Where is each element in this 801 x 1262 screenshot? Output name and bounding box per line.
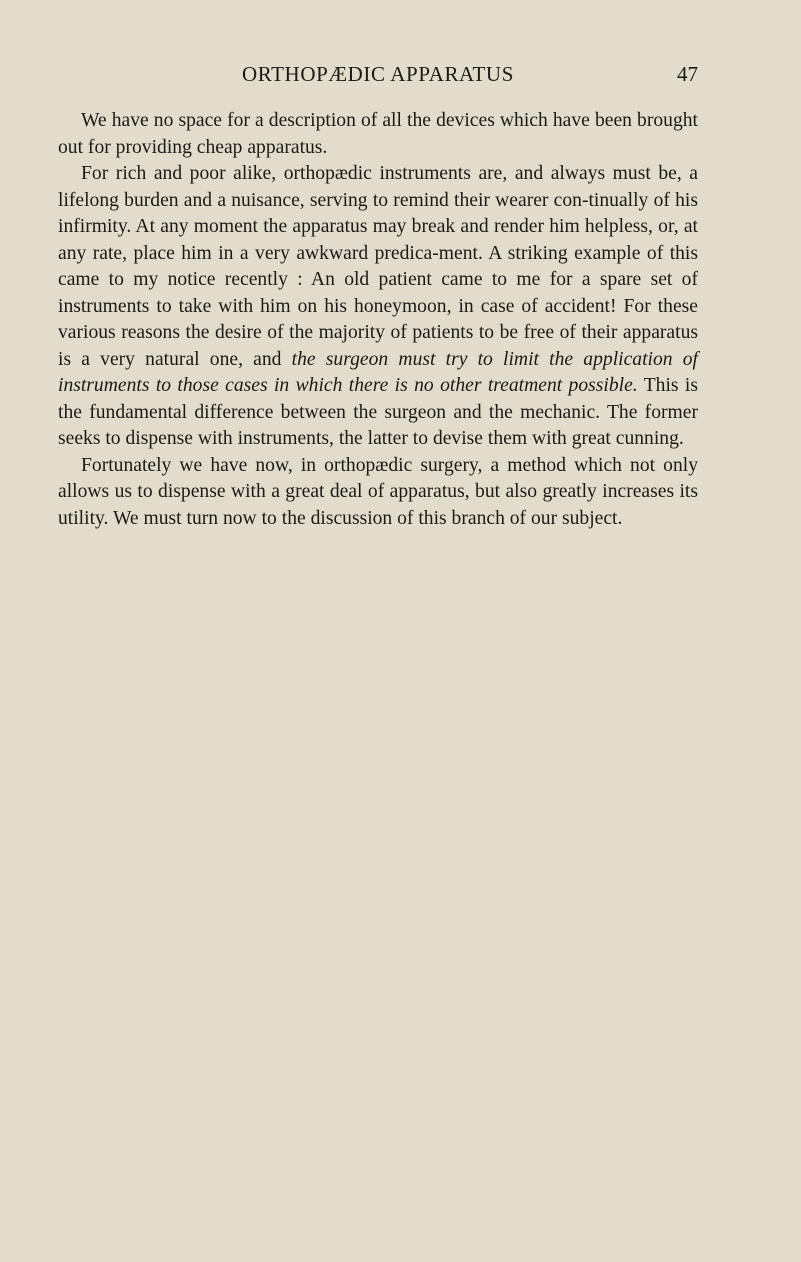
paragraph-2 [58, 161, 698, 453]
running-head: ORTHOPÆDIC APPARATUS [242, 62, 514, 86]
page-header [58, 62, 698, 92]
paragraph-1: We have no space for a description of all the devices which have been brought out for providing cheap apparatus. [58, 110, 698, 158]
page-number: 47 [677, 62, 698, 86]
paragraph-2-emphasis: the surgeon must try to limit the application of instruments to those cases in which there is no other treatment possible. [58, 348, 698, 396]
paragraph-2-text-a: For rich and poor alike, orthopædic instruments are, and always must be, a lifelong burden and a nuisance, serving to remind their wearer con-tinually of his infirmity. At any moment the apparatus may break and render him helpless, or, at any rate, place him in a very awkward predica-ment. A striking example of this came to my notice recently : An old patient came to me for a spare set of instruments to take with him on his honeymoon, in case of accident! For these various reasons the desire of the majority of patients to be free of their apparatus is a very natural one, and [58, 163, 698, 370]
body-text [58, 108, 698, 532]
paragraph-2-text-b: This is the fundamental difference between the surgeon and the mechanic. The former seeks to dispense with instruments, the latter to devise them with great cunning. [58, 375, 698, 449]
paragraph-3: Fortunately we have now, in orthopædic surgery, a method which not only allows us to dispense with a great deal of apparatus, but also greatly increases its utility. We must turn now to the discussion of this branch of our subject. [58, 454, 698, 529]
